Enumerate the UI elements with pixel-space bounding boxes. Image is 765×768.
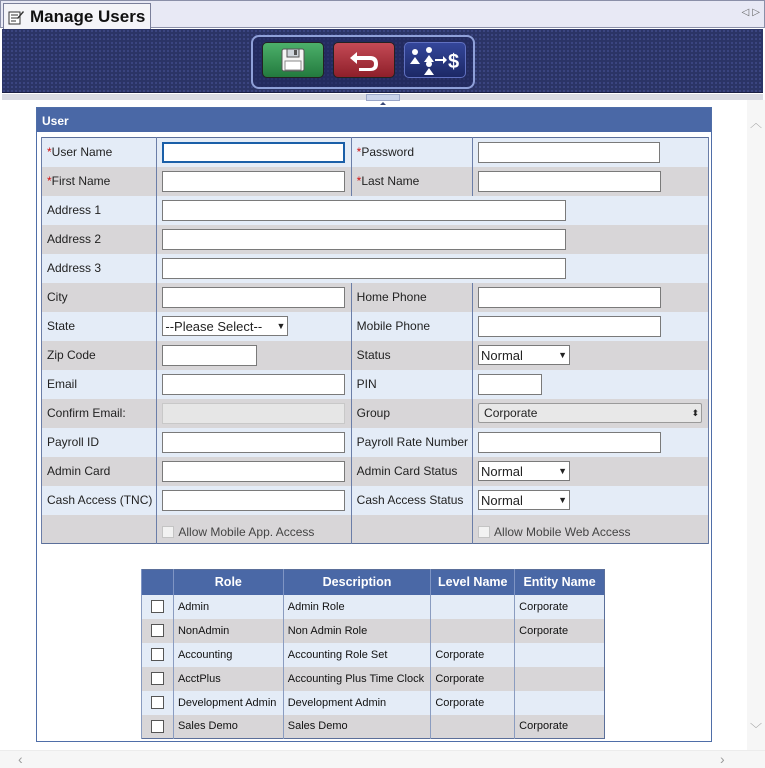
description-cell: Development Admin — [283, 691, 431, 715]
allow-mobile-web-checkbox[interactable]: Allow Mobile Web Access — [478, 519, 704, 539]
scroll-down-icon[interactable]: ﹀ — [750, 722, 763, 736]
user-name-input[interactable] — [162, 142, 345, 163]
checkbox-icon — [478, 526, 490, 538]
table-row — [142, 619, 605, 643]
description-cell: Admin Role — [283, 595, 431, 619]
chevron-down-icon: ▼ — [558, 495, 568, 505]
state-select[interactable]: --Please Select-- ▼ — [162, 316, 288, 336]
zip-code-label: Zip Code — [47, 348, 96, 362]
entity-column-header[interactable]: Entity Name — [515, 570, 605, 595]
chevron-down-icon: ▼ — [558, 350, 568, 360]
form-row — [42, 167, 709, 196]
first-name-label: *First Name — [47, 174, 111, 188]
tab-next-icon[interactable]: ▷ — [752, 7, 760, 18]
table-row — [142, 667, 605, 691]
table-row — [142, 643, 605, 667]
form-row — [42, 138, 709, 167]
role-column-header[interactable]: Role — [173, 570, 283, 595]
user-panel — [36, 107, 712, 742]
form-row — [42, 515, 709, 544]
roles-table — [141, 569, 605, 739]
address3-input[interactable] — [162, 258, 566, 279]
form-row — [42, 370, 709, 399]
horizontal-scrollbar[interactable] — [0, 750, 765, 768]
role-cell: Development Admin — [173, 691, 283, 715]
tab-nav — [742, 7, 760, 18]
mobile-phone-label: Mobile Phone — [356, 319, 431, 333]
address3-label: Address 3 — [47, 261, 102, 275]
payroll-button[interactable] — [404, 42, 466, 78]
confirm-email-label: Confirm Email: — [47, 406, 126, 420]
undo-arrow-icon — [347, 47, 381, 73]
address2-input[interactable] — [162, 229, 566, 250]
level-column-header[interactable]: Level Name — [431, 570, 515, 595]
home-phone-input[interactable] — [478, 287, 661, 308]
group-label: Group — [356, 406, 391, 420]
role-checkbox[interactable] — [151, 696, 164, 709]
description-cell: Sales Demo — [283, 715, 431, 739]
zip-code-input[interactable] — [162, 345, 257, 366]
role-checkbox[interactable] — [151, 648, 164, 661]
chevron-down-icon: ▼ — [276, 321, 286, 331]
scroll-left-icon[interactable]: ‹ — [18, 751, 23, 767]
email-label: Email — [47, 377, 78, 391]
form-row — [42, 196, 709, 225]
role-checkbox[interactable] — [151, 624, 164, 637]
level-cell: Corporate — [431, 691, 515, 715]
form-row — [42, 283, 709, 312]
city-input[interactable] — [162, 287, 345, 308]
toolbar — [2, 29, 763, 93]
form-row — [42, 457, 709, 486]
pin-label: PIN — [356, 377, 377, 391]
status-select[interactable]: Normal ▼ — [478, 345, 570, 365]
chevron-up-icon — [367, 101, 399, 106]
window-tab[interactable] — [3, 3, 151, 29]
last-name-label: *Last Name — [356, 174, 420, 188]
cash-access-status-select[interactable]: Normal ▼ — [478, 490, 570, 510]
user-name-label: *User Name — [47, 145, 113, 160]
cash-access-label: Cash Access (TNC) — [47, 493, 153, 507]
chevron-down-icon: ▼ — [558, 466, 568, 476]
last-name-input[interactable] — [478, 171, 661, 192]
entity-cell — [515, 667, 605, 691]
form-row — [42, 254, 709, 283]
payroll-rate-label: Payroll Rate Number — [356, 435, 469, 449]
description-cell: Accounting Plus Time Clock — [283, 667, 431, 691]
collapse-toolbar-handle[interactable] — [366, 94, 400, 101]
admin-card-label: Admin Card — [47, 464, 111, 478]
level-cell — [431, 715, 515, 739]
payroll-id-input[interactable] — [162, 432, 345, 453]
table-row — [142, 691, 605, 715]
floppy-disk-icon — [280, 47, 306, 73]
scroll-up-icon[interactable]: ︿ — [750, 116, 763, 130]
admin-card-status-select[interactable]: Normal ▼ — [478, 461, 570, 481]
role-checkbox[interactable] — [151, 600, 164, 613]
title-bar — [0, 0, 765, 28]
email-input[interactable] — [162, 374, 345, 395]
entity-cell — [515, 643, 605, 667]
page-title: Manage Users — [30, 6, 146, 26]
allow-mobile-app-checkbox[interactable]: Allow Mobile App. Access — [162, 519, 346, 539]
entity-cell: Corporate — [515, 715, 605, 739]
scroll-right-icon[interactable]: › — [720, 751, 725, 767]
form-row — [42, 399, 709, 428]
checkbox-icon — [162, 526, 174, 538]
vertical-scrollbar[interactable] — [747, 100, 765, 750]
status-label: Status — [356, 348, 391, 362]
dollar-sign: $ — [448, 51, 460, 73]
role-cell: Sales Demo — [173, 715, 283, 739]
confirm-email-input — [162, 403, 345, 424]
entity-cell — [515, 691, 605, 715]
admin-card-input[interactable] — [162, 461, 345, 482]
tab-prev-icon[interactable]: ◁ — [741, 7, 750, 18]
level-cell — [431, 595, 515, 619]
form-row — [42, 341, 709, 370]
cash-access-input[interactable] — [162, 490, 345, 511]
cash-access-status-label: Cash Access Status — [356, 493, 464, 507]
form-row — [42, 312, 709, 341]
password-input[interactable] — [478, 142, 660, 163]
description-cell: Accounting Role Set — [283, 643, 431, 667]
select-column-header — [142, 570, 174, 595]
payroll-id-label: Payroll ID — [47, 435, 100, 449]
address1-label: Address 1 — [47, 203, 102, 217]
description-column-header[interactable]: Description — [283, 570, 431, 595]
group-select[interactable]: Corporate ⬍ — [478, 403, 702, 423]
address1-input[interactable] — [162, 200, 566, 221]
mobile-phone-input[interactable] — [478, 316, 661, 337]
role-cell: Accounting — [173, 643, 283, 667]
role-cell: AcctPlus — [173, 667, 283, 691]
password-label: *Password — [356, 145, 415, 160]
role-checkbox[interactable] — [151, 720, 164, 733]
toolbar-button-group — [251, 35, 475, 89]
undo-button[interactable] — [333, 42, 395, 78]
state-label: State — [47, 319, 76, 333]
level-cell — [431, 619, 515, 643]
home-phone-label: Home Phone — [356, 290, 427, 304]
first-name-input[interactable] — [162, 171, 345, 192]
city-label: City — [47, 290, 68, 304]
level-cell: Corporate — [431, 667, 515, 691]
entity-cell: Corporate — [515, 595, 605, 619]
table-row — [142, 715, 605, 739]
description-cell: Non Admin Role — [283, 619, 431, 643]
sort-arrows-icon: ⬍ — [691, 407, 700, 418]
table-row — [142, 595, 605, 619]
level-cell: Corporate — [431, 643, 515, 667]
address2-label: Address 2 — [47, 232, 102, 246]
form-row — [42, 225, 709, 254]
people-dollar-icon — [407, 44, 463, 76]
form-row — [42, 428, 709, 457]
role-cell: Admin — [173, 595, 283, 619]
panel-title: User — [37, 108, 711, 132]
payroll-rate-input[interactable] — [478, 432, 661, 453]
form-row — [42, 486, 709, 515]
admin-card-status-label: Admin Card Status — [356, 464, 458, 478]
save-button[interactable] — [262, 42, 324, 78]
user-form — [41, 137, 709, 544]
entity-cell: Corporate — [515, 619, 605, 643]
edit-document-icon — [8, 9, 24, 25]
role-checkbox[interactable] — [151, 672, 164, 685]
role-cell: NonAdmin — [173, 619, 283, 643]
pin-input[interactable] — [478, 374, 542, 395]
